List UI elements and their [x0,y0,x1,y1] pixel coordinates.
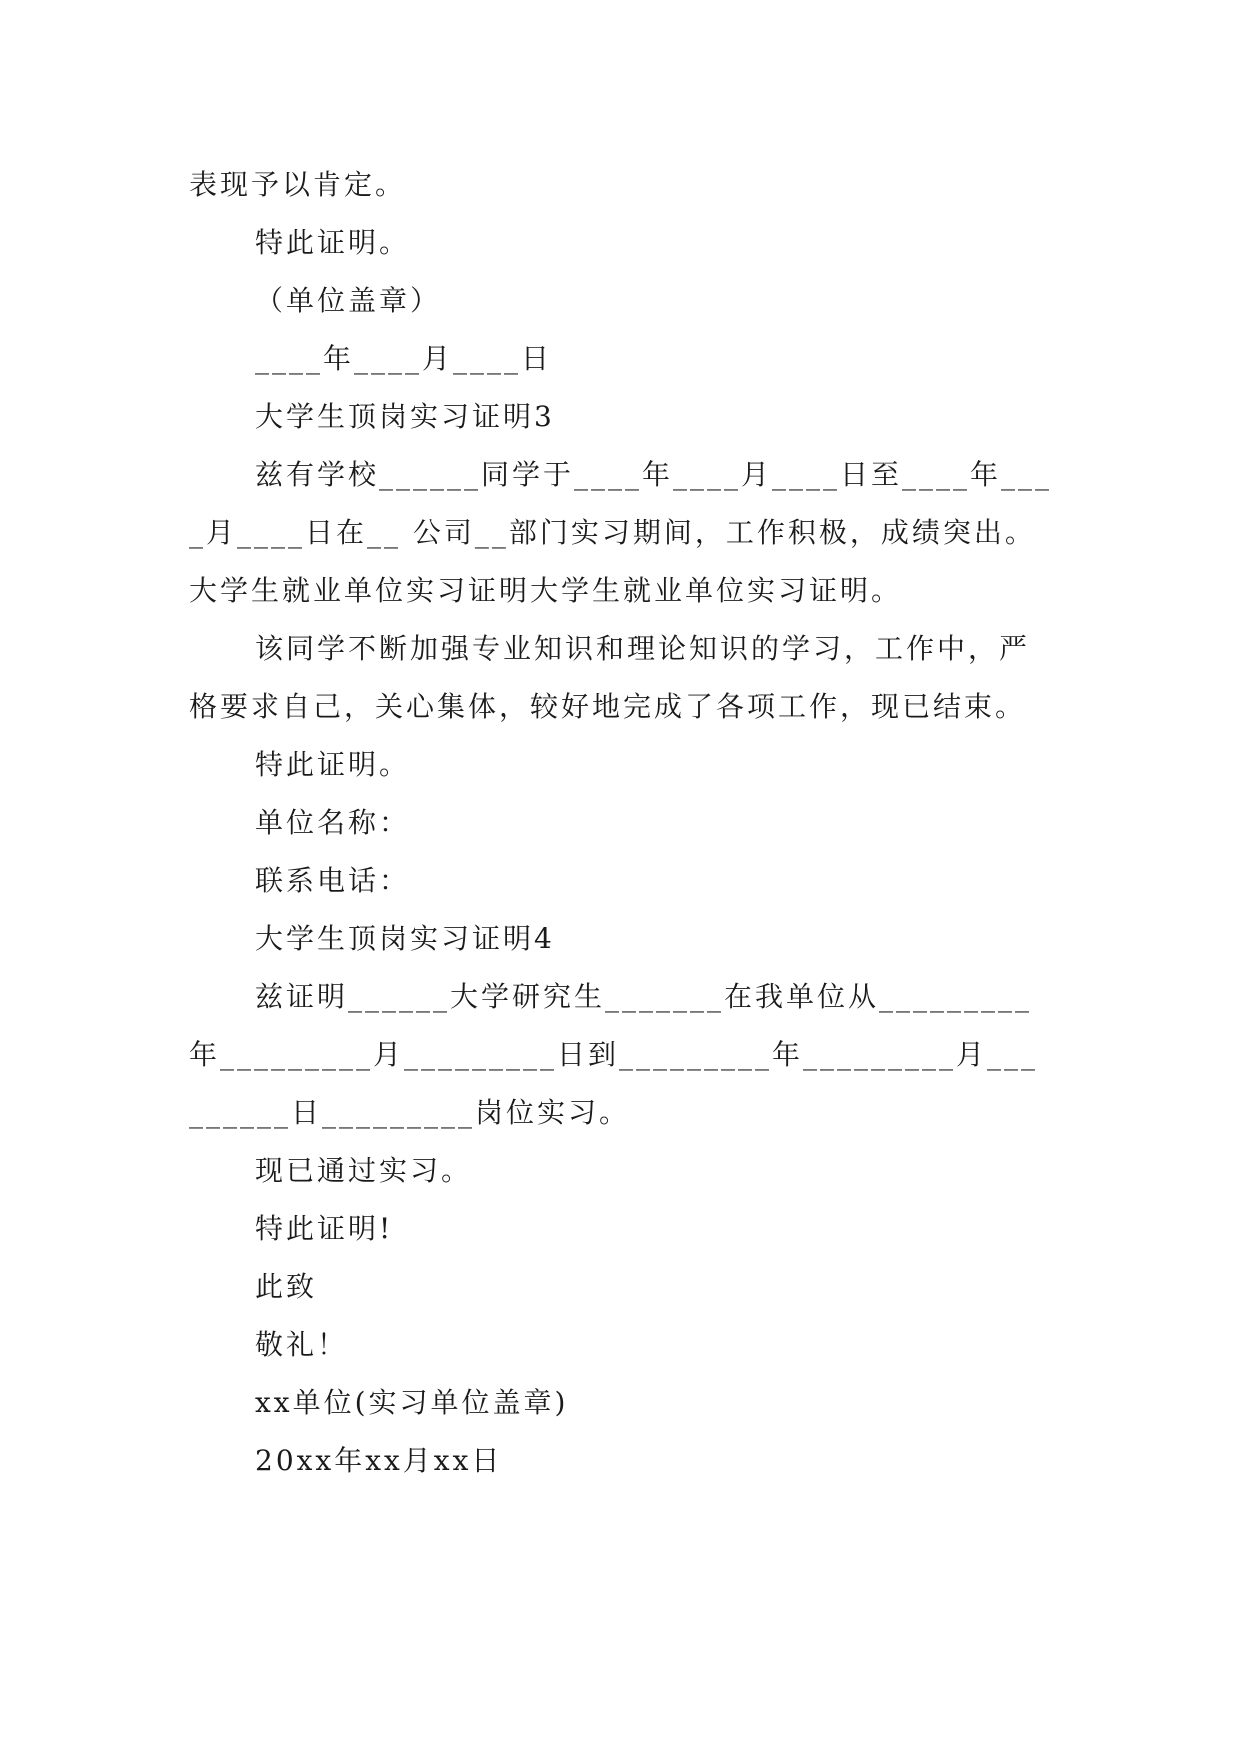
paragraph: 兹证明______大学研究生_______在我单位从_________年_________月_________日到_________年_________月_________日_________岗位实习。 [189,980,1039,1129]
paragraph: 敬礼！ [255,1328,349,1361]
paragraph: 表现予以肯定。 [189,168,407,201]
paragraph: 特此证明。 [255,226,411,259]
paragraph: 单位名称： [255,806,411,839]
paragraph: 此致 [255,1270,318,1303]
paragraph: 20xx年xx月xx日 [255,1444,503,1477]
paragraph: 特此证明。 [255,748,411,781]
paragraph: 该同学不断加强专业知识和理论知识的学习，工作中，严格要求自己，关心集体，较好地完成了各项工作，现已结束。 [189,632,1031,723]
paragraph: 兹有学校______同学于____年____月____日至____年____月____日在__ 公司__部门实习期间，工作积极，成绩突出。大学生就业单位实习证明大学生就业单位实习证明。 [189,458,1053,607]
paragraph: 特此证明! [255,1212,394,1245]
section-heading: 大学生顶岗实习证明3 [255,400,555,433]
paragraph: （单位盖章） [255,284,442,317]
paragraph: 联系电话： [255,864,411,897]
paragraph: xx单位(实习单位盖章) [255,1386,569,1419]
paragraph: ____年____月____日 [255,342,553,375]
document-body [189,156,1053,1490]
paragraph: 现已通过实习。 [255,1154,473,1187]
section-heading: 大学生顶岗实习证明4 [255,922,555,955]
